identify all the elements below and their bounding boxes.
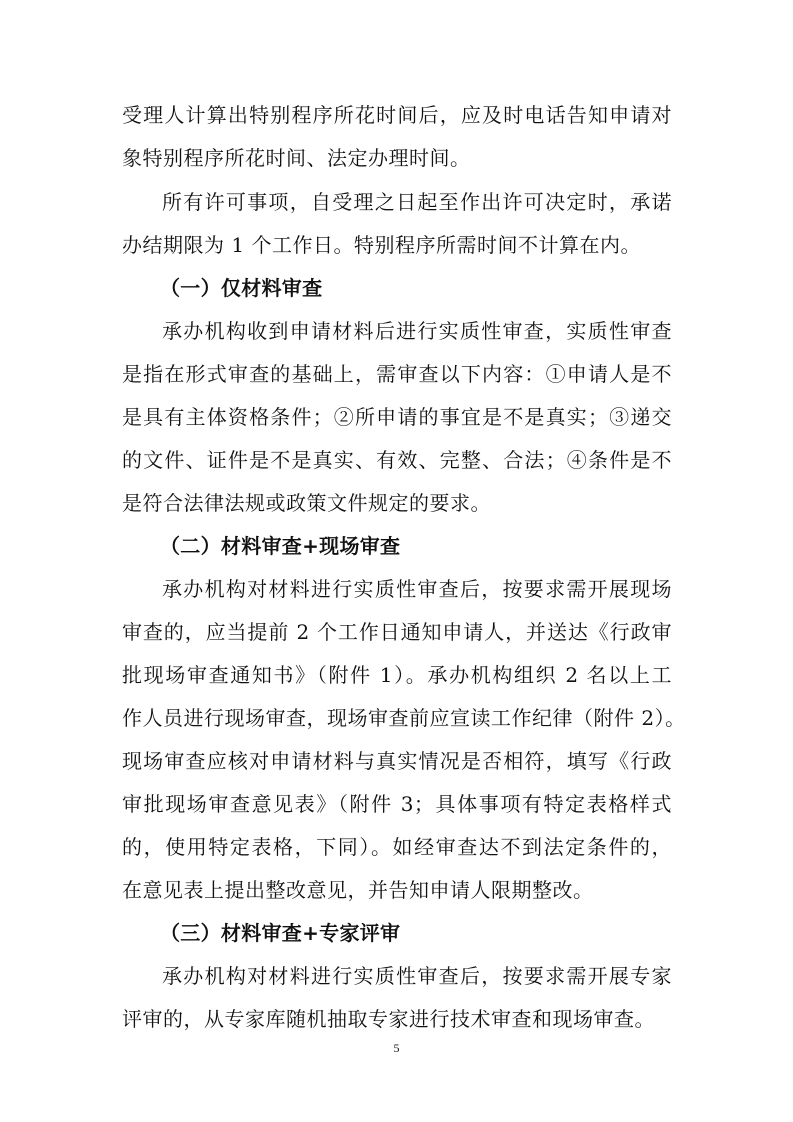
paragraph-line: 承办机构对材料进行实质性审查后，按要求需开展现场 bbox=[162, 577, 672, 601]
section-heading: （一）仅材料审查 bbox=[160, 276, 323, 300]
page-number: 5 bbox=[393, 1041, 400, 1055]
paragraph-line: 的，使用特定表格，下同）。如经审查达不到法定条件的， bbox=[122, 835, 672, 859]
paragraph-line: 承办机构对材料进行实质性审查后，按要求需开展专家 bbox=[162, 964, 672, 988]
paragraph-line: 审批现场审查意见表》（附件 3；具体事项有特定表格样式 bbox=[122, 792, 672, 816]
paragraph-line: 承办机构收到申请材料后进行实质性审查，实质性审查 bbox=[162, 319, 672, 343]
paragraph-line: 是符合法律法规或政策文件规定的要求。 bbox=[122, 491, 491, 515]
section-heading: （三）材料审查+专家评审 bbox=[160, 921, 401, 945]
paragraph-line: 办结期限为 1 个工作日。特别程序所需时间不计算在内。 bbox=[122, 233, 641, 257]
paragraph-line: 受理人计算出特别程序所花时间后，应及时电话告知申请对 bbox=[122, 103, 672, 127]
paragraph-line: 审查的，应当提前 2 个工作日通知申请人，并送达《行政审 bbox=[122, 620, 672, 644]
paragraph-line: 批现场审查通知书》（附件 1）。承办机构组织 2 名以上工 bbox=[122, 663, 672, 687]
section-heading: （二）材料审查+现场审查 bbox=[160, 534, 401, 558]
paragraph-line: 所有许可事项，自受理之日起至作出许可决定时，承诺 bbox=[162, 190, 672, 214]
paragraph-line: 是具有主体资格条件；②所申请的事宜是不是真实；③递交 bbox=[122, 405, 672, 429]
paragraph-line: 是指在形式审查的基础上，需审查以下内容：①申请人是不 bbox=[122, 362, 672, 386]
paragraph-line: 现场审查应核对申请材料与真实情况是否相符，填写《行政 bbox=[122, 749, 672, 773]
paragraph-line: 象特别程序所花时间、法定办理时间。 bbox=[122, 146, 471, 170]
paragraph-line: 评审的，从专家库随机抽取专家进行技术审查和现场审查。 bbox=[122, 1007, 655, 1031]
paragraph-line: 作人员进行现场审查，现场审查前应宣读工作纪律（附件 2）。 bbox=[122, 706, 686, 730]
paragraph-line: 在意见表上提出整改意见，并告知申请人限期整改。 bbox=[122, 878, 594, 902]
paragraph-line: 的文件、证件是不是真实、有效、完整、合法；④条件是不 bbox=[122, 448, 672, 472]
